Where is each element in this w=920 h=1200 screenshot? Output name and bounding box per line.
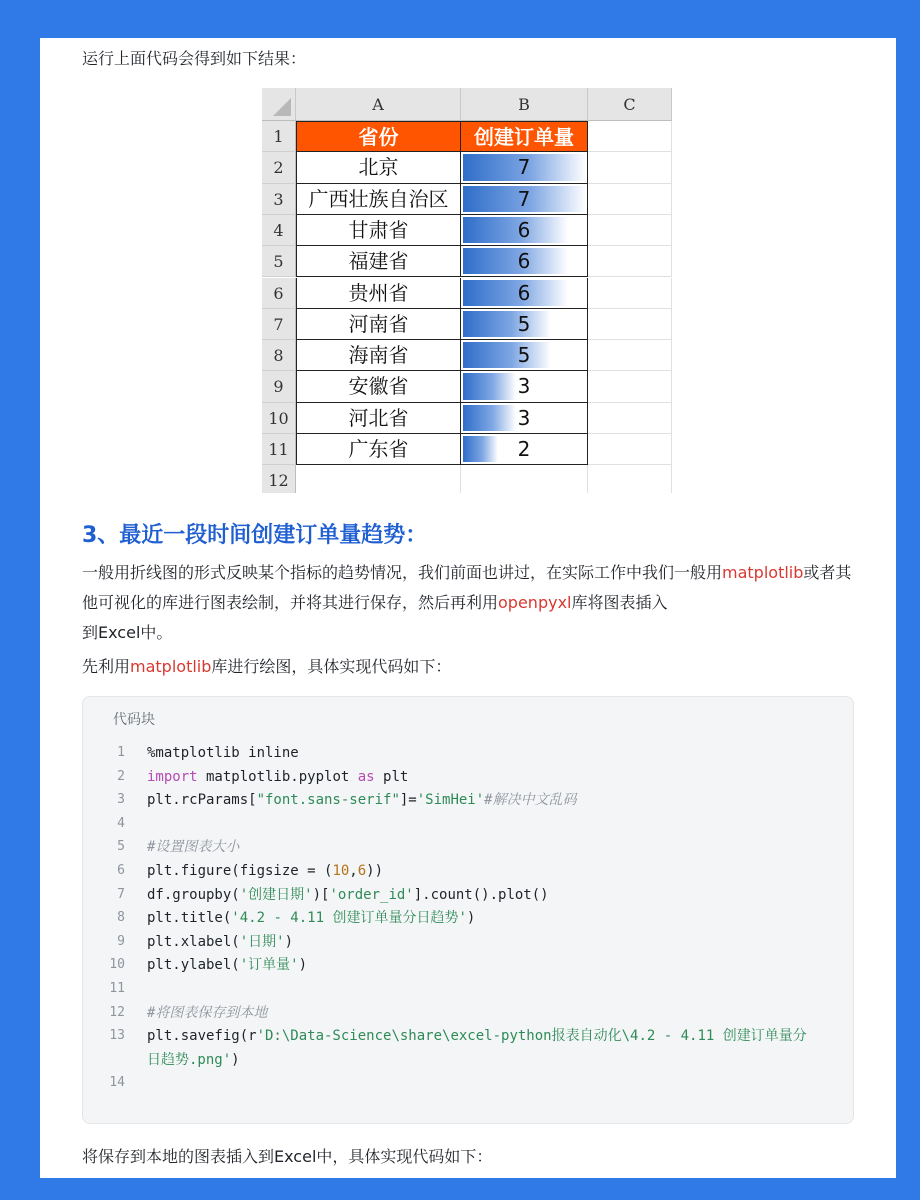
- code-token: df.groupby(: [147, 886, 240, 903]
- code-token: matplotlib.pyplot: [197, 768, 358, 785]
- line-number: 7: [117, 886, 125, 902]
- code-line: [83, 859, 855, 883]
- order-count: 5: [517, 343, 531, 368]
- code-token: ): [466, 910, 476, 927]
- data-bar: [463, 373, 516, 399]
- code-text: [147, 883, 549, 907]
- cell-province[interactable]: 广西壮族自治区: [296, 184, 461, 215]
- paragraph-1-text-b: 或者其他可视化的库进行图表绘制，并将其进行保存，然后再利用: [82, 563, 852, 612]
- matplotlib-link: matplotlib: [722, 563, 804, 582]
- code-token: 10: [332, 863, 350, 879]
- matplotlib-link-2: matplotlib: [130, 657, 212, 676]
- cell-province[interactable]: 河南省: [296, 309, 461, 340]
- row-header: 6: [262, 278, 296, 309]
- line-number: 1: [117, 745, 125, 760]
- code-token: '订单量': [239, 957, 299, 974]
- cell-province[interactable]: 省份: [296, 121, 461, 152]
- paragraph-1: [82, 558, 862, 648]
- cell-province[interactable]: 福建省: [296, 246, 461, 277]
- code-token: 'SimHei': [416, 792, 485, 809]
- cell-orders[interactable]: [461, 215, 588, 246]
- order-count: 7: [517, 155, 531, 180]
- row-header: 5: [262, 246, 296, 277]
- line-number: 11: [109, 981, 125, 996]
- line-number: 13: [109, 1028, 125, 1044]
- cell-province[interactable]: 贵州省: [296, 278, 461, 309]
- order-count: 2: [517, 437, 531, 461]
- column-header-b: B: [461, 88, 588, 121]
- code-token: )[: [312, 886, 330, 903]
- code-line: [83, 788, 855, 812]
- code-token: '日期': [239, 933, 285, 950]
- row-header: 1: [262, 121, 296, 152]
- cell-empty[interactable]: [588, 465, 672, 493]
- paragraph-2: [82, 652, 862, 682]
- select-all-corner: [262, 88, 296, 121]
- code-token: ): [284, 933, 294, 950]
- row-header: 9: [262, 371, 296, 402]
- cell-province[interactable]: 广东省: [296, 434, 461, 465]
- cell-province[interactable]: 甘肃省: [296, 215, 461, 246]
- code-block-title: 代码块: [113, 712, 155, 728]
- page-frame: [8, 8, 912, 1192]
- cell-empty[interactable]: [588, 215, 672, 246]
- data-bar: [463, 248, 568, 274]
- cell-province[interactable]: [296, 465, 461, 493]
- cell-orders[interactable]: [461, 246, 588, 277]
- code-line: [83, 953, 855, 977]
- code-token: '4.2 - 4.11 创建订单量分日趋势': [231, 910, 467, 927]
- code-line: [83, 741, 855, 765]
- cell-empty[interactable]: [588, 121, 672, 152]
- section-heading: 3、最近一段时间创建订单量趋势：: [82, 523, 428, 548]
- code-token: ): [298, 957, 308, 974]
- code-token: plt: [374, 768, 409, 785]
- code-token: plt.figure(figsize = (: [147, 863, 333, 879]
- cell-orders[interactable]: [461, 371, 588, 402]
- code-token: 日趋势.png': [147, 1051, 232, 1068]
- article-page: [40, 38, 896, 1178]
- cell-province[interactable]: 北京: [296, 152, 461, 183]
- line-number: 4: [117, 815, 125, 831]
- order-count: 3: [517, 405, 531, 430]
- excel-screenshot: [262, 88, 672, 493]
- line-number: 3: [117, 792, 125, 808]
- code-block[interactable]: [82, 696, 854, 1124]
- code-text: [147, 1001, 267, 1025]
- cell-orders[interactable]: [461, 403, 588, 434]
- code-line: [83, 812, 855, 836]
- code-text: [147, 788, 577, 812]
- paragraph-1-text-a: 一般用折线图的形式反映某个指标的趋势情况，我们前面也讲过，在实际工作中我们一般用: [82, 563, 723, 582]
- code-line: [83, 977, 855, 1001]
- cell-empty[interactable]: [588, 278, 672, 309]
- cell-empty[interactable]: [588, 371, 672, 402]
- code-text: [147, 765, 408, 789]
- code-token: 'D:\Data-Science\share\excel-python报表自动化\4.2 - 4.11 创建订单量分: [256, 1028, 807, 1045]
- code-token: #将图表保存到本地: [147, 1004, 268, 1021]
- order-count: 7: [517, 186, 531, 211]
- row-header: 2: [262, 152, 296, 183]
- data-bar: [463, 311, 551, 337]
- data-bar: [463, 280, 568, 306]
- outro-text: 将保存到本地的图表插入到Excel中，具体实现代码如下：: [82, 1147, 493, 1166]
- row-header: 12: [262, 465, 296, 493]
- cell-orders[interactable]: [461, 278, 588, 309]
- code-text: [147, 1024, 807, 1048]
- row-header: 8: [262, 340, 296, 371]
- code-line: [83, 1024, 855, 1048]
- code-token: import: [147, 768, 198, 785]
- intro-text: 运行上面代码会得到如下结果：: [82, 49, 307, 68]
- code-line: [83, 883, 855, 907]
- code-token: plt.xlabel(: [147, 933, 240, 950]
- code-line: [83, 835, 855, 859]
- code-token: plt.savefig(r: [147, 1028, 257, 1045]
- cell-orders[interactable]: [461, 184, 588, 215]
- line-number: 14: [109, 1075, 125, 1091]
- line-number: 5: [117, 839, 125, 855]
- code-token: 6: [357, 863, 367, 879]
- code-text: [147, 1048, 240, 1072]
- cell-orders[interactable]: [461, 152, 588, 183]
- paragraph-1-text-d: 到Excel中。: [82, 623, 173, 642]
- cell-empty[interactable]: [588, 340, 672, 371]
- cell-orders[interactable]: [461, 465, 588, 493]
- cell-orders[interactable]: [461, 309, 588, 340]
- code-token: #解决中文乱码: [484, 792, 577, 809]
- code-line: [83, 1071, 855, 1095]
- line-number: 12: [109, 1004, 125, 1020]
- cell-empty[interactable]: [588, 434, 672, 465]
- code-token: plt.ylabel(: [147, 957, 240, 974]
- cell-empty[interactable]: [588, 246, 672, 277]
- code-token: 'order_id': [329, 886, 414, 903]
- code-token: '创建日期': [239, 886, 313, 903]
- row-header: 4: [262, 215, 296, 246]
- order-count: 5: [517, 311, 531, 336]
- row-header: 3: [262, 184, 296, 215]
- data-bar: [463, 436, 498, 462]
- row-header: 10: [262, 403, 296, 434]
- data-bar: [463, 405, 516, 431]
- cell-orders[interactable]: [461, 434, 588, 465]
- code-text: [147, 953, 307, 977]
- order-count: 6: [517, 280, 531, 305]
- code-line: [83, 1001, 855, 1025]
- row-header: 11: [262, 434, 296, 465]
- code-line: [83, 930, 855, 954]
- code-token: plt.title(: [147, 910, 232, 927]
- code-token: %matplotlib inline: [147, 745, 299, 761]
- cell-empty[interactable]: [588, 152, 672, 183]
- code-token: plt.rcParams[: [147, 792, 257, 809]
- code-token: as: [357, 768, 375, 785]
- line-number: 8: [117, 910, 125, 926]
- code-text: [147, 906, 475, 930]
- paragraph-1-text-c: 库将图表插入: [571, 593, 668, 612]
- order-count: 3: [517, 374, 531, 399]
- code-text: [147, 835, 239, 859]
- cell-empty[interactable]: [588, 403, 672, 434]
- column-header-c: C: [588, 88, 672, 121]
- cell-orders[interactable]: 创建订单量: [461, 121, 588, 152]
- cell-province[interactable]: 河北省: [296, 403, 461, 434]
- code-token: #设置图表大小: [147, 839, 240, 856]
- cell-empty[interactable]: [588, 184, 672, 215]
- openpyxl-link: openpyxl: [498, 593, 572, 612]
- cell-province[interactable]: 安徽省: [296, 371, 461, 402]
- data-bar: [463, 342, 551, 368]
- cell-empty[interactable]: [588, 309, 672, 340]
- order-count: 6: [517, 217, 531, 242]
- paragraph-2-text-a: 先利用: [82, 657, 131, 676]
- order-count: 6: [517, 249, 531, 274]
- code-token: ,: [349, 863, 358, 879]
- code-text: [147, 741, 299, 765]
- code-line: [83, 1048, 855, 1072]
- code-line: [83, 765, 855, 789]
- data-bar: [463, 217, 568, 243]
- cell-orders[interactable]: [461, 340, 588, 371]
- code-token: ): [231, 1051, 240, 1068]
- paragraph-2-text-b: 库进行绘图，具体实现代码如下：: [211, 657, 452, 676]
- cell-province[interactable]: 海南省: [296, 340, 461, 371]
- code-token: ].count().plot(): [413, 886, 549, 903]
- column-header-a: A: [296, 88, 461, 121]
- code-line: [83, 906, 855, 930]
- row-header: 7: [262, 309, 296, 340]
- line-number: 2: [117, 768, 125, 784]
- code-token: "font.sans-serif": [256, 792, 400, 809]
- code-token: )): [366, 863, 384, 879]
- line-number: 9: [117, 933, 125, 949]
- code-token: ]=: [399, 792, 417, 809]
- line-number: 6: [117, 863, 125, 878]
- line-number: 10: [109, 957, 125, 973]
- code-text: [147, 859, 383, 883]
- code-text: [147, 930, 293, 954]
